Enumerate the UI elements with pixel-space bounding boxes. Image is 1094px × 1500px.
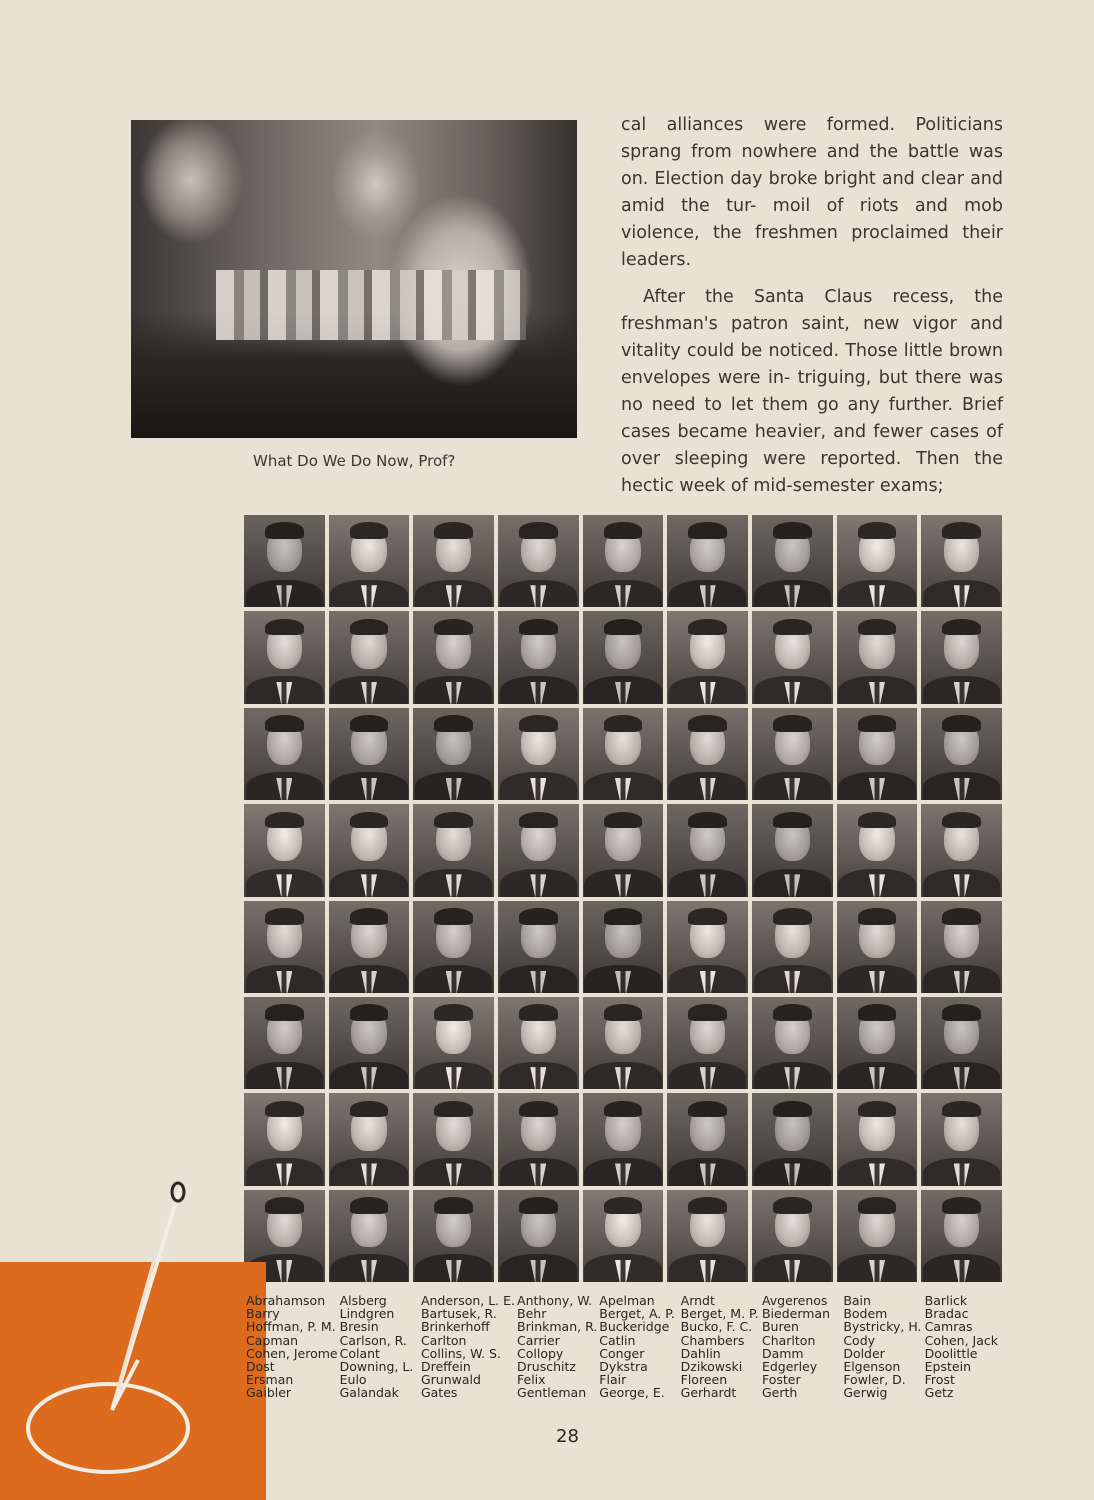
student-name: Bradac: [924, 1306, 969, 1322]
student-name: Felix: [517, 1372, 546, 1388]
student-name: Fowler, D.: [843, 1372, 906, 1388]
student-portrait: [244, 708, 325, 800]
student-portrait: [583, 901, 664, 993]
student-name: Carlton: [420, 1332, 467, 1348]
student-name: Brinkerhoff: [420, 1319, 490, 1335]
student-portrait: [498, 708, 579, 800]
student-name: Carlson, R.: [339, 1332, 407, 1348]
portrait-grid: [244, 515, 1002, 1282]
student-name: Behr: [517, 1306, 547, 1322]
student-portrait: [498, 804, 579, 896]
student-portrait: [921, 804, 1002, 896]
student-name: Colant: [339, 1345, 380, 1361]
student-portrait: [244, 901, 325, 993]
student-portrait: [667, 901, 748, 993]
student-portrait: [921, 708, 1002, 800]
student-name: Arndt: [680, 1293, 715, 1308]
student-name: Druschitz: [517, 1359, 576, 1375]
story-paragraph-1: cal alliances were formed. Politicians sprang from nowhere and the battle was on. Election day broke bright and clear and amid the tur- moil of riots and mob violence, the freshmen proclaimed their leaders.: [621, 115, 1003, 270]
student-portrait: [329, 997, 410, 1089]
student-name: Downing, L.: [339, 1359, 414, 1375]
photo-caption: What Do We Do Now, Prof?: [253, 452, 456, 470]
lab-bottles: [216, 270, 526, 340]
student-name: Conger: [599, 1345, 645, 1361]
student-portrait: [837, 901, 918, 993]
roster-column: [244, 1294, 338, 1400]
page-number: 28: [556, 1426, 579, 1447]
student-portrait: [329, 1093, 410, 1185]
student-portrait: [244, 804, 325, 896]
student-portrait: [583, 611, 664, 703]
student-name: Bresin: [339, 1319, 379, 1335]
student-portrait: [752, 804, 833, 896]
student-portrait: [752, 1093, 833, 1185]
student-portrait: [498, 1093, 579, 1185]
student-portrait: [752, 611, 833, 703]
student-portrait: [413, 515, 494, 607]
student-name: Brinkman, R.: [517, 1319, 598, 1335]
student-name: Lindgren: [339, 1306, 395, 1322]
student-portrait: [583, 804, 664, 896]
student-name: Berget, M. P.: [680, 1306, 759, 1322]
student-portrait: [837, 1190, 918, 1282]
student-portrait: [837, 1093, 918, 1185]
student-portrait: [752, 515, 833, 607]
roster-column: [923, 1294, 1004, 1400]
student-name: Cohen, Jack: [924, 1332, 998, 1348]
student-name: Alsberg: [339, 1293, 387, 1308]
roster-column: [515, 1294, 597, 1400]
student-name: Floreen: [680, 1372, 728, 1388]
student-name: Eulo: [339, 1372, 367, 1388]
student-name: Dolder: [843, 1345, 885, 1361]
student-portrait: [244, 515, 325, 607]
student-portrait: [244, 997, 325, 1089]
student-portrait: [921, 515, 1002, 607]
student-name: Gates: [420, 1385, 458, 1401]
student-name: Bartusek, R.: [420, 1306, 497, 1322]
student-name: Ersman: [246, 1372, 294, 1388]
student-name: Bystricky, H.: [843, 1319, 922, 1335]
student-name: Gerth: [761, 1385, 798, 1401]
student-portrait: [921, 1093, 1002, 1185]
roster-column: [419, 1294, 515, 1400]
pen-nib-emblem: [0, 1170, 266, 1500]
student-name: Avgerenos: [761, 1293, 828, 1308]
student-name: Bodem: [843, 1306, 888, 1322]
student-name: Dykstra: [599, 1359, 648, 1375]
student-name: Flair: [599, 1372, 627, 1388]
student-name: Capman: [246, 1332, 299, 1348]
student-portrait: [583, 515, 664, 607]
student-portrait: [837, 515, 918, 607]
story-paragraph-2: After the Santa Claus recess, the freshman's patron saint, new vigor and vitality could be noticed. Those little brown envelopes were in- triguing, but there was no need to let them go any further. Brief cases became heavier, and fewer cases of over sleeping were reported. Then the hectic week of mid-semester exams;: [621, 287, 1003, 496]
student-portrait: [498, 997, 579, 1089]
student-name: Gerwig: [843, 1385, 888, 1401]
student-name: Cody: [843, 1332, 876, 1348]
student-name: Foster: [761, 1372, 801, 1388]
student-portrait: [498, 515, 579, 607]
student-name: Carrier: [517, 1332, 560, 1348]
student-portrait: [583, 997, 664, 1089]
student-portrait: [413, 804, 494, 896]
student-portrait: [921, 611, 1002, 703]
student-name: Charlton: [761, 1332, 816, 1348]
student-portrait: [413, 1190, 494, 1282]
student-name: Elgenson: [843, 1359, 901, 1375]
student-name: Grunwald: [420, 1372, 481, 1388]
student-portrait: [583, 1190, 664, 1282]
student-name: Gerhardt: [680, 1385, 737, 1401]
student-name: Collopy: [517, 1345, 564, 1361]
name-roster: [244, 1294, 1004, 1400]
student-portrait: [667, 997, 748, 1089]
student-name: Gaibler: [246, 1385, 292, 1401]
student-portrait: [498, 901, 579, 993]
student-name: Getz: [924, 1385, 954, 1401]
student-portrait: [413, 901, 494, 993]
student-name: Dost: [246, 1359, 275, 1375]
student-portrait: [837, 997, 918, 1089]
roster-column: [597, 1294, 678, 1400]
student-name: Berget, A. P.: [599, 1306, 675, 1322]
student-name: Abrahamson: [246, 1293, 326, 1308]
student-portrait: [752, 901, 833, 993]
student-name: Edgerley: [761, 1359, 818, 1375]
student-name: Bain: [843, 1293, 871, 1308]
student-portrait: [667, 1190, 748, 1282]
student-portrait: [244, 611, 325, 703]
student-portrait: [329, 515, 410, 607]
student-portrait: [667, 515, 748, 607]
student-name: Cohen, Jerome: [246, 1345, 338, 1361]
student-portrait: [837, 708, 918, 800]
student-portrait: [752, 708, 833, 800]
student-name: George, E.: [599, 1385, 665, 1401]
student-portrait: [667, 804, 748, 896]
student-portrait: [413, 997, 494, 1089]
student-name: Hoffman, P. M.: [246, 1319, 336, 1335]
student-portrait: [329, 611, 410, 703]
student-name: Gentleman: [517, 1385, 587, 1401]
roster-column: [760, 1294, 841, 1400]
student-portrait: [413, 1093, 494, 1185]
student-portrait: [498, 1190, 579, 1282]
story-text: [621, 112, 1003, 500]
roster-column: [841, 1294, 922, 1400]
student-name: Doolittle: [924, 1345, 978, 1361]
student-name: Chambers: [680, 1332, 745, 1348]
student-name: Bucko, F. C.: [680, 1319, 753, 1335]
student-portrait: [667, 1093, 748, 1185]
student-portrait: [752, 997, 833, 1089]
student-portrait: [667, 708, 748, 800]
student-portrait: [498, 611, 579, 703]
student-name: Catlin: [599, 1332, 636, 1348]
student-name: Dzikowski: [680, 1359, 743, 1375]
student-name: Anthony, W.: [517, 1293, 593, 1308]
student-portrait: [329, 804, 410, 896]
student-portrait: [837, 804, 918, 896]
student-portrait: [752, 1190, 833, 1282]
student-name: Apelman: [599, 1293, 655, 1308]
student-portrait: [329, 901, 410, 993]
student-portrait: [921, 997, 1002, 1089]
student-name: Buren: [761, 1319, 799, 1335]
student-portrait: [413, 611, 494, 703]
student-name: Anderson, L. E.: [420, 1293, 516, 1308]
student-name: Galandak: [339, 1385, 399, 1401]
student-name: Frost: [924, 1372, 955, 1388]
student-portrait: [583, 1093, 664, 1185]
lab-photo: [131, 120, 577, 438]
student-name: Camras: [924, 1319, 973, 1335]
student-portrait: [667, 611, 748, 703]
roster-column: [679, 1294, 760, 1400]
student-portrait: [413, 708, 494, 800]
student-name: Collins, W. S.: [420, 1345, 501, 1361]
student-name: Dahlin: [680, 1345, 721, 1361]
student-name: Barlick: [924, 1293, 968, 1308]
roster-column: [338, 1294, 419, 1400]
student-portrait: [921, 901, 1002, 993]
student-portrait: [837, 611, 918, 703]
student-name: Barry: [246, 1306, 280, 1322]
student-name: Dreffein: [420, 1359, 471, 1375]
student-name: Buckeridge: [599, 1319, 670, 1335]
student-name: Biederman: [761, 1306, 831, 1322]
student-portrait: [329, 1190, 410, 1282]
student-portrait: [921, 1190, 1002, 1282]
student-name: Damm: [761, 1345, 804, 1361]
student-portrait: [329, 708, 410, 800]
student-name: Epstein: [924, 1359, 971, 1375]
student-portrait: [583, 708, 664, 800]
